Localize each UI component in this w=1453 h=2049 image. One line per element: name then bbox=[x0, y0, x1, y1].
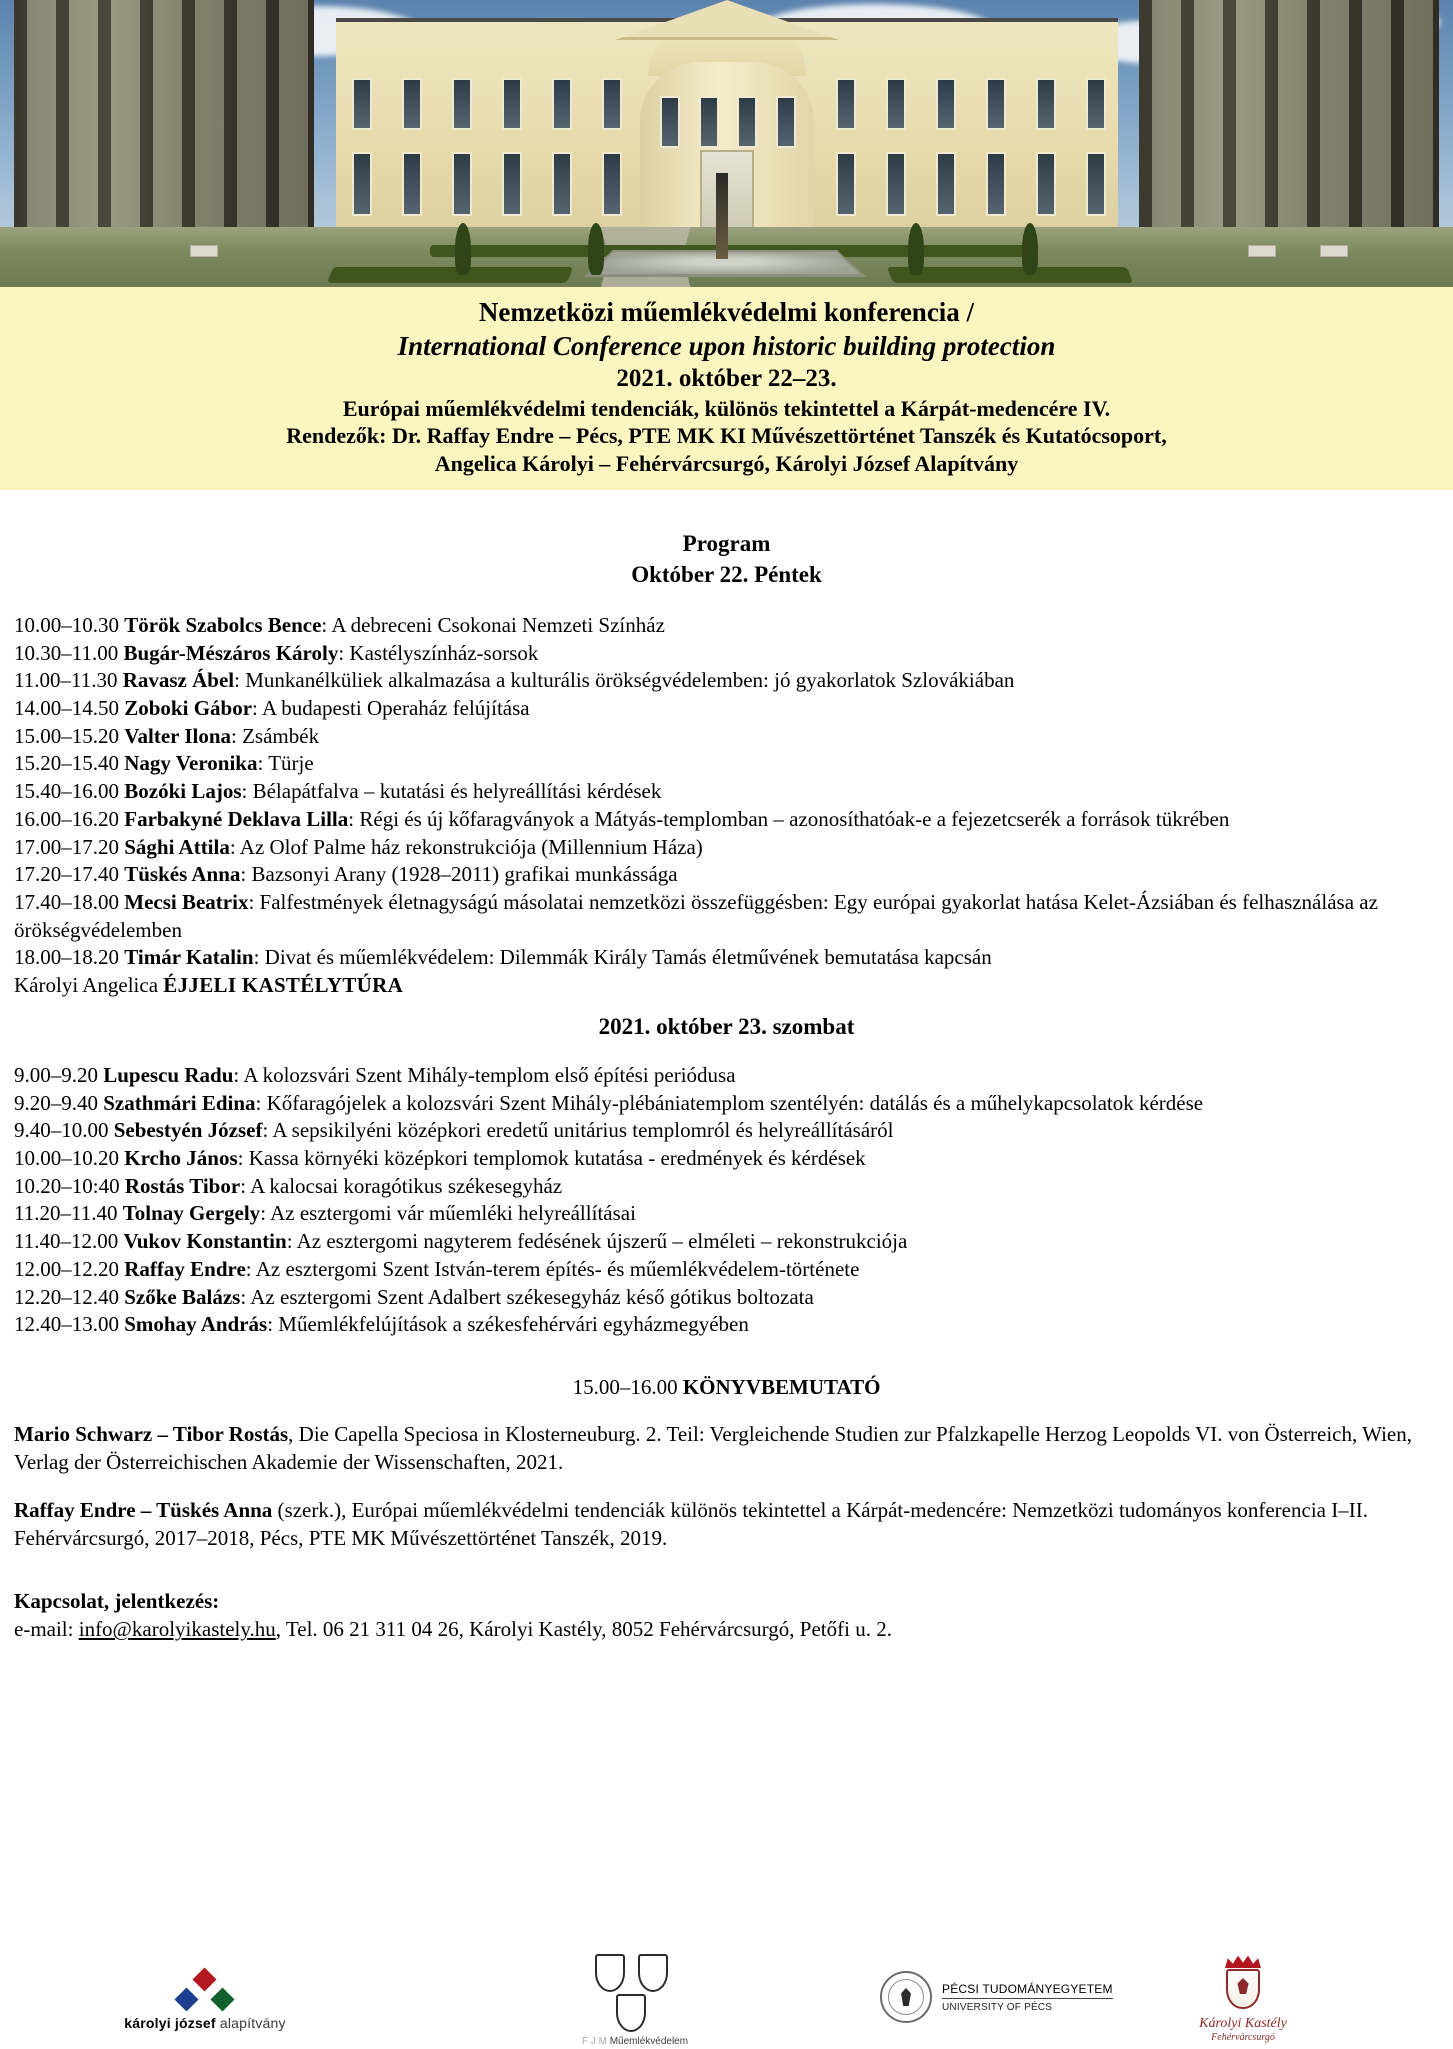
session-title: : Bazsonyi Arany (1928–2011) grafikai munkássága bbox=[240, 862, 678, 887]
session-time: 14.00–14.50 bbox=[14, 695, 125, 720]
session-item bbox=[14, 695, 1439, 723]
book-citation: (szerk.), Európai műemlékvédelmi tendenciák különös tekintettel a Kárpát-medencére: Nemzetközi tudományos konferencia I–II. Fehérvárcsurgó, 2017–2018, Pécs, PTE MK Művészettörténet Tanszék, 2019. bbox=[14, 1498, 1368, 1551]
university-seal-icon bbox=[880, 1971, 932, 2023]
session-time: 10.30–11.00 bbox=[14, 640, 124, 665]
session-item bbox=[14, 1090, 1439, 1118]
cypress-tree bbox=[1022, 223, 1038, 275]
session-item bbox=[14, 1062, 1439, 1090]
session-speaker: Lupescu Radu bbox=[103, 1062, 234, 1087]
crest-icon bbox=[1212, 1954, 1274, 2012]
contact-block bbox=[14, 1587, 1439, 1644]
session-item bbox=[14, 1228, 1439, 1256]
shield-icon-right bbox=[638, 1954, 668, 1992]
fountain-obelisk bbox=[716, 173, 728, 259]
session-title: : Kőfaragójelek a kolozsvári Szent Mihály-plébániatemplom szentélyén: datálás és a műhelykapcsolatok kérdése bbox=[255, 1090, 1204, 1115]
window-row-right bbox=[836, 78, 1106, 130]
session-time: 12.40–13.00 bbox=[14, 1312, 125, 1337]
session-speaker: Nagy Veronika bbox=[124, 751, 258, 776]
book-presentation-time: 15.00–16.00 bbox=[572, 1375, 683, 1400]
conference-dates: 2021. október 22–23. bbox=[616, 365, 837, 393]
day2-session-list bbox=[14, 1062, 1439, 1339]
session-title: : Divat és műemlékvédelem: Dilemmák Király Tamás életművének bemutatása kapcsán bbox=[253, 945, 992, 970]
session-item bbox=[14, 723, 1439, 751]
organizers-line-2: Angelica Károlyi – Fehérvárcsurgó, Károlyi József Alapítvány bbox=[434, 450, 1019, 476]
window-row-rotunda bbox=[660, 96, 796, 148]
hedge bbox=[887, 267, 1133, 283]
session-item bbox=[14, 612, 1439, 640]
logo-pte-hungarian: PÉCSI TUDOMÁNYEGYETEM bbox=[942, 1982, 1113, 1999]
conference-subtitle: Európai műemlékvédelmi tendenciák, különös tekintettel a Kárpát-medencére IV. bbox=[342, 395, 1111, 421]
left-wing-colonnade bbox=[14, 0, 314, 232]
logo-kk-line1: Károlyi Kastély bbox=[1199, 2016, 1287, 2031]
session-title: : Az esztergomi vár műemléki helyreállításai bbox=[260, 1201, 636, 1226]
window-row-left bbox=[352, 78, 622, 130]
session-speaker: Smohay András bbox=[124, 1312, 268, 1337]
logo-pte-english: UNIVERSITY OF PÉCS bbox=[942, 2001, 1053, 2013]
day2-heading: 2021. október 23. szombat bbox=[598, 1013, 855, 1039]
session-title: : Kassa környéki középkori templomok kutatása - eredmények és kérdések bbox=[237, 1146, 866, 1170]
session-speaker: Vukov Konstantin bbox=[123, 1229, 287, 1254]
logo-kja-bold: károlyi józsef bbox=[124, 2015, 220, 2031]
session-item bbox=[14, 750, 1439, 778]
session-title: : A kalocsai koragótikus székesegyház bbox=[240, 1173, 563, 1198]
hero-photo bbox=[0, 0, 1453, 287]
conference-title-en: International Conference upon historic building protection bbox=[397, 331, 1056, 362]
logo-karolyi-foundation-text bbox=[90, 2015, 320, 2031]
diamond-red-icon bbox=[192, 1967, 216, 1991]
session-speaker: Bugár-Mészáros Károly bbox=[123, 640, 339, 665]
diamond-green-icon bbox=[210, 1987, 234, 2011]
session-time: 10.20–10:40 bbox=[14, 1173, 125, 1198]
crown-icon bbox=[1225, 1954, 1261, 1968]
session-time: 11.00–11.30 bbox=[14, 668, 123, 693]
session-speaker: Ravasz Ábel bbox=[122, 668, 235, 693]
session-item bbox=[14, 667, 1439, 695]
session-time: 18.00–18.20 bbox=[14, 945, 125, 970]
session-time: 10.00–10.30 bbox=[14, 612, 125, 637]
window-row-right-lower bbox=[836, 152, 1106, 204]
book-authors: Mario Schwarz – Tibor Rostás bbox=[14, 1422, 289, 1447]
contact-details bbox=[14, 1615, 1439, 1644]
session-item bbox=[14, 1284, 1439, 1312]
footer-logo-strip bbox=[0, 1937, 1453, 2049]
session-time: 15.20–15.40 bbox=[14, 751, 125, 776]
session-title: : Kastélyszínház-sorsok bbox=[338, 640, 539, 665]
book-entry bbox=[14, 1421, 1439, 1476]
session-title: : A kolozsvári Szent Mihály-templom első építési periódusa bbox=[233, 1062, 736, 1087]
session-title: : Falfestmények életnagyságú másolatai nemzetközi összefüggésben: Egy európai gyakorlat hatása Kelet-Ázsiában és felhasználása az örökségvédelemben bbox=[14, 889, 1378, 942]
session-time: 17.00–17.20 bbox=[14, 834, 125, 859]
session-speaker: Timár Katalin bbox=[124, 945, 254, 970]
book-entry bbox=[14, 1497, 1439, 1552]
session-time: 16.00–16.20 bbox=[14, 806, 125, 831]
logo-karolyi-kastely bbox=[1133, 1954, 1353, 2043]
book-authors: Raffay Endre – Tüskés Anna bbox=[14, 1498, 273, 1523]
session-time: 17.20–17.40 bbox=[14, 862, 125, 887]
session-title: : Türje bbox=[257, 751, 314, 776]
logo-kk-line2: Fehérvárcsurgó bbox=[1211, 2032, 1275, 2043]
logo-muemlekvedelem-text bbox=[510, 2036, 760, 2047]
shield-icon-group bbox=[510, 1954, 760, 2010]
session-title: : Az esztergomi Szent Adalbert székesegyház késő gótikus boltozata bbox=[240, 1284, 814, 1309]
session-item bbox=[14, 1256, 1439, 1284]
diamond-icon-group bbox=[90, 1969, 320, 2015]
book-presentation-label: KÖNYVBEMUTATÓ bbox=[682, 1375, 881, 1400]
session-speaker: Rostás Tibor bbox=[124, 1173, 241, 1198]
session-time: 11.40–12.00 bbox=[14, 1229, 124, 1254]
session-time: 9.00–9.20 bbox=[14, 1062, 104, 1087]
session-title: : Az esztergomi Szent István-terem építés- és műemlékvédelem-története bbox=[245, 1256, 860, 1281]
title-band bbox=[0, 287, 1453, 490]
logo-kja-light: alapítvány bbox=[219, 2015, 286, 2031]
session-title: : Az Olof Palme ház rekonstrukciója (Millennium Háza) bbox=[229, 834, 703, 859]
session-speaker: Tolnay Gergely bbox=[122, 1201, 261, 1226]
diamond-blue-icon bbox=[174, 1987, 198, 2011]
session-title: : Munkanélküliek alkalmazása a kulturális örökségvédelemben: jó gyakorlatok Szlovákiában bbox=[234, 668, 1015, 693]
book-presentation-heading bbox=[14, 1375, 1439, 1400]
session-item bbox=[14, 1145, 1439, 1173]
contact-heading: Kapcsolat, jelentkezés: bbox=[14, 1588, 220, 1613]
session-title: : Bélapátfalva – kutatási és helyreállítási kérdések bbox=[241, 779, 662, 804]
right-wing-colonnade bbox=[1139, 0, 1439, 232]
contact-email-link[interactable]: info@karolyikastely.hu bbox=[78, 1617, 276, 1642]
session-title: : Az esztergomi nagyterem fedésének újszerű – elméleti – rekonstrukciója bbox=[286, 1229, 908, 1254]
session-title: : A debreceni Csokonai Nemzeti Színház bbox=[321, 612, 665, 637]
book-citation: , Die Capella Speciosa in Klosterneuburg. 2. Teil: Vergleichende Studien zur Pfalzkapelle Herzog Leopolds VI. von Österreich, Wien, Verlag der Österreichischen Akademie der Wissenschaften, 2021. bbox=[14, 1422, 1412, 1474]
session-time: 12.00–12.20 bbox=[14, 1256, 125, 1281]
session-time: 9.40–10.00 bbox=[14, 1118, 114, 1143]
session-title: : A budapesti Operaház felújítása bbox=[252, 695, 530, 720]
session-speaker: Sebestyén József bbox=[113, 1118, 263, 1143]
session-speaker: Szathmári Edina bbox=[103, 1090, 256, 1115]
seal-emblem-icon bbox=[899, 1988, 913, 2006]
day1-extra-caps: ÉJJELI KASTÉLYTÚRA bbox=[163, 973, 404, 998]
contact-email-prefix: e-mail: bbox=[14, 1617, 79, 1642]
conference-title-hu: Nemzetközi műemlékvédelmi konferencia / bbox=[478, 297, 975, 327]
logo-mue-faint: F J M bbox=[581, 2036, 607, 2047]
session-title: : A sepsikilyéni középkori eredetű unitárius templomról és helyreállításáról bbox=[262, 1118, 894, 1143]
book-entry-list bbox=[14, 1421, 1439, 1553]
session-item bbox=[14, 1200, 1439, 1228]
session-time: 17.40–18.00 bbox=[14, 889, 125, 914]
session-item bbox=[14, 806, 1439, 834]
session-item bbox=[14, 1117, 1439, 1145]
cypress-tree bbox=[908, 223, 924, 275]
logo-mue-label: Műemlékvédelem bbox=[609, 2036, 689, 2047]
session-time: 12.20–12.40 bbox=[14, 1284, 125, 1309]
hedge bbox=[327, 267, 573, 283]
session-speaker: Farbakyné Deklava Lilla bbox=[124, 806, 349, 831]
session-time: 9.20–9.40 bbox=[14, 1090, 104, 1115]
session-speaker: Krcho János bbox=[124, 1146, 238, 1170]
session-item bbox=[14, 861, 1439, 889]
session-speaker: Mecsi Beatrix bbox=[124, 889, 249, 914]
contact-rest: , Tel. 06 21 311 04 26, Károlyi Kastély, 8052 Fehérvárcsurgó, Petőfi u. 2. bbox=[275, 1617, 892, 1642]
session-speaker: Raffay Endre bbox=[124, 1256, 246, 1281]
cypress-tree bbox=[455, 223, 471, 275]
program-heading bbox=[14, 528, 1439, 590]
logo-muemlekvedelem bbox=[510, 1954, 760, 2047]
session-title: : Régi és új kőfaragványok a Mátyás-templomban – azonosíthatóak-e a fejezetcserék a források tükrében bbox=[348, 806, 1230, 831]
shield-icon-bottom bbox=[616, 1994, 646, 2032]
session-speaker: Bozóki Lajos bbox=[124, 779, 242, 804]
cypress-tree bbox=[588, 223, 604, 275]
session-item bbox=[14, 1311, 1439, 1339]
session-item bbox=[14, 944, 1439, 972]
session-time: 11.20–11.40 bbox=[14, 1201, 123, 1226]
session-item bbox=[14, 889, 1439, 944]
day1-extra-event bbox=[14, 972, 1439, 1000]
day1-heading: Október 22. Péntek bbox=[631, 561, 822, 587]
session-item bbox=[14, 778, 1439, 806]
session-speaker: Török Szabolcs Bence bbox=[124, 612, 322, 637]
session-speaker: Tüskés Anna bbox=[124, 862, 241, 887]
session-item bbox=[14, 834, 1439, 862]
window-row-left-lower bbox=[352, 152, 622, 204]
day1-session-list bbox=[14, 612, 1439, 972]
program-label: Program bbox=[682, 530, 771, 556]
garden-bench bbox=[190, 245, 218, 257]
poster-body bbox=[0, 528, 1453, 1644]
session-time: 10.00–10.20 bbox=[14, 1146, 125, 1170]
session-title: : Zsámbék bbox=[231, 723, 320, 748]
session-speaker: Szőke Balázs bbox=[124, 1284, 241, 1309]
session-item bbox=[14, 1173, 1439, 1201]
garden-bench bbox=[1320, 245, 1348, 257]
session-speaker: Sághi Attila bbox=[124, 834, 230, 859]
logo-karolyi-jozsef-alapitvany bbox=[90, 1969, 320, 2031]
session-title: : Műemlékfelújítások a székesfehérvári egyházmegyében bbox=[267, 1312, 749, 1337]
session-time: 15.40–16.00 bbox=[14, 779, 125, 804]
garden-bench bbox=[1248, 245, 1276, 257]
session-item bbox=[14, 640, 1439, 668]
day1-extra-prefix: Károlyi Angelica bbox=[14, 973, 164, 998]
session-speaker: Zoboki Gábor bbox=[124, 695, 253, 720]
session-time: 15.00–15.20 bbox=[14, 723, 125, 748]
session-speaker: Valter Ilona bbox=[124, 723, 232, 748]
organizers-line-1: Rendezők: Dr. Raffay Endre – Pécs, PTE MK KI Művészettörténet Tanszék és Kutatócsoport, bbox=[286, 423, 1167, 449]
shield-icon-left bbox=[595, 1954, 625, 1992]
